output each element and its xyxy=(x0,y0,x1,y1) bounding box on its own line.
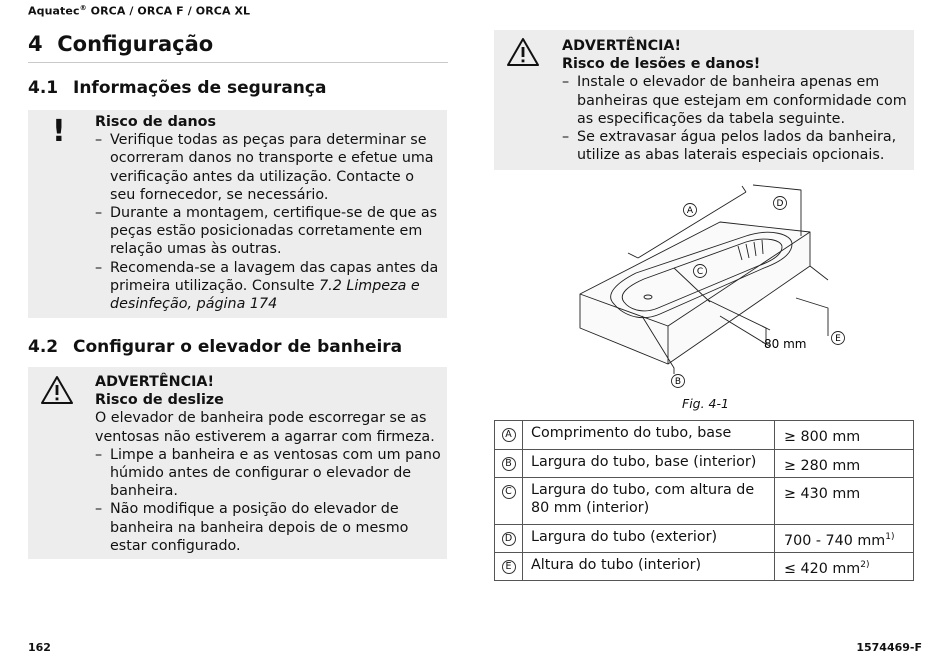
dimension-label-80mm: 80 mm xyxy=(764,337,807,351)
table-cell-value: ≥ 280 mm xyxy=(775,450,914,478)
table-row xyxy=(495,450,914,478)
table-cell-value: ≤ 420 $mm^{2)}$ xyxy=(775,553,914,581)
page-number: 162 xyxy=(28,641,51,654)
svg-text:E: E xyxy=(835,334,841,345)
tub-spec-table xyxy=(494,420,914,581)
svg-text:D: D xyxy=(776,199,784,210)
svg-text:A: A xyxy=(686,206,694,217)
table-row xyxy=(495,525,914,553)
warning-content xyxy=(95,373,441,555)
notice-box-damage xyxy=(28,110,447,318)
table-cell-label: Largura do tubo, com altura de 80 mm (interior) xyxy=(523,478,775,525)
list-item: – Se extravasar água pelos lados da banheira, utilize as abas laterais especiais opcionais. xyxy=(562,128,908,164)
running-header: Aquatec® ORCA / ORCA F / ORCA XL xyxy=(28,4,251,18)
exclamation-icon: ! xyxy=(52,114,66,149)
notice-heading: Risco de danos xyxy=(95,114,216,130)
callout-d-icon: D xyxy=(502,532,516,546)
warning-content xyxy=(562,37,908,164)
document-number: 1574469-F xyxy=(856,641,922,654)
warning-box-injury xyxy=(494,30,914,170)
list-item: – Verifique todas as peças para determinar se ocorreram danos no transporte e efetue uma verificação antes da utilização. Contacte o seu fornecedor, se necessário. xyxy=(95,131,439,204)
dimension-line-e xyxy=(796,266,828,336)
table-cell-label: Comprimento do tubo, base xyxy=(523,421,775,450)
chapter-title xyxy=(28,32,213,56)
section-title-text: Informações de segurança xyxy=(73,78,327,98)
callout-b-icon: B xyxy=(502,457,516,471)
bathtub-dimension-figure xyxy=(570,176,860,394)
cross-reference-link[interactable]: 7.2 Limpeza e desinfeção, página 174 xyxy=(110,277,420,313)
chapter-number: 4 xyxy=(28,32,43,56)
svg-text:C: C xyxy=(696,267,704,278)
warning-signal-word: ADVERTÊNCIA! xyxy=(95,374,215,390)
section-number: 4.1 xyxy=(28,78,59,98)
warning-heading: Risco de deslize xyxy=(95,392,224,409)
figure-caption: Fig. 4-1 xyxy=(682,396,729,411)
warning-list xyxy=(95,446,441,555)
chapter-rule xyxy=(28,62,448,63)
warning-list xyxy=(562,73,908,164)
notice-list xyxy=(95,131,439,313)
table-row xyxy=(495,478,914,525)
callout-e-icon: E xyxy=(502,560,516,574)
warning-intro: O elevador de banheira pode escorregar se as ventosas não estiverem a agarrar com firmeza. xyxy=(95,410,435,445)
list-item: – Instale o elevador de banheira apenas em banheiras que estejam em conformidade com as especificações da tabela seguinte. xyxy=(562,73,908,128)
warning-triangle-icon xyxy=(40,375,74,405)
chapter-title-text: Configuração xyxy=(57,32,214,56)
table-cell-value: ≥ 430 mm xyxy=(775,478,914,525)
table-row xyxy=(495,421,914,450)
list-item: – Recomenda-se a lavagem das capas antes da primeira utilização. Consulte 7.2 Limpeza e desinfeção, página 174 xyxy=(95,259,439,314)
table-cell-value: 700 - 740 $mm^{1)}$ xyxy=(775,525,914,553)
callout-c-icon: C xyxy=(502,485,516,499)
section-title-configure xyxy=(28,337,402,357)
table-cell-value: ≥ 800 mm xyxy=(775,421,914,450)
list-item: – Limpe a banheira e as ventosas com um pano húmido antes de configurar o elevador de banheira. xyxy=(95,446,441,501)
warning-heading: Risco de lesões e danos! xyxy=(562,56,761,73)
table-row xyxy=(495,553,914,581)
warning-triangle-icon xyxy=(506,37,540,67)
warning-signal-word: ADVERTÊNCIA! xyxy=(562,38,682,54)
svg-text:B: B xyxy=(674,377,682,388)
section-title-text: Configurar o elevador de banheira xyxy=(73,337,403,357)
section-title-safety xyxy=(28,78,326,98)
notice-content xyxy=(95,113,439,313)
callout-a-icon: A xyxy=(502,428,516,442)
table-cell-label: Largura do tubo, base (interior) xyxy=(523,450,775,478)
section-number: 4.2 xyxy=(28,337,59,357)
list-item: – Durante a montagem, certifique-se de que as peças estão posicionadas corretamente em relação umas às outras. xyxy=(95,204,439,259)
warning-box-slip xyxy=(28,367,447,559)
table-cell-label: Altura do tubo (interior) xyxy=(523,553,775,581)
list-item: – Não modifique a posição do elevador de banheira na banheira depois de o mesmo estar configurado. xyxy=(95,500,441,555)
table-cell-label: Largura do tubo (exterior) xyxy=(523,525,775,553)
